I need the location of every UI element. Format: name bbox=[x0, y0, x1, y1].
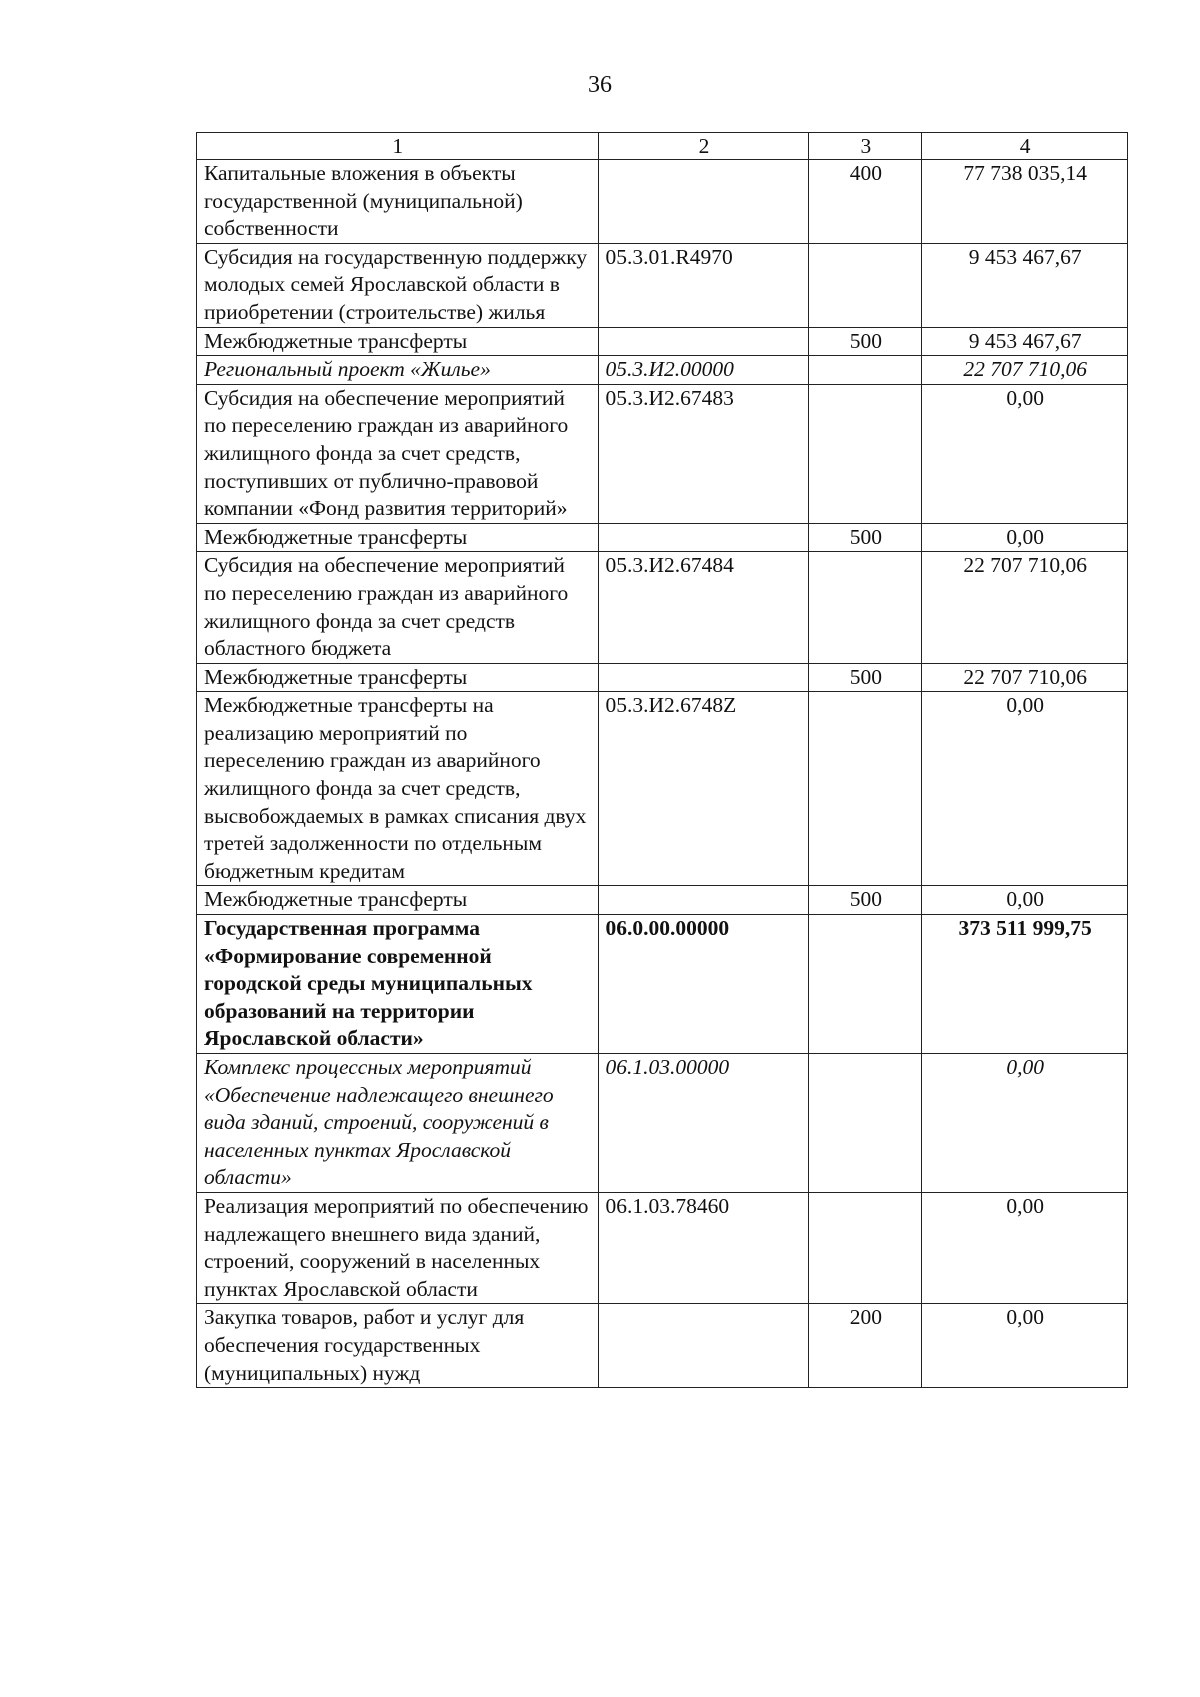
row-code-cell: 06.1.03.78460 bbox=[598, 1192, 809, 1303]
row-kvr-cell: 400 bbox=[809, 160, 922, 244]
table-row bbox=[197, 915, 1128, 1054]
row-name-cell: Государственная программа «Формирование современной городской среды муниципальных образований на территории Ярославской области» bbox=[197, 915, 599, 1054]
row-kvr-cell: 500 bbox=[809, 663, 922, 692]
row-amount-cell: 77 738 035,14 bbox=[922, 160, 1128, 244]
row-name-cell: Субсидия на обеспечение мероприятий по переселению граждан из аварийного жилищного фонда за счет средств, поступивших от публично-правовой компании «Фонд развития территорий» bbox=[197, 384, 599, 523]
row-kvr-cell bbox=[809, 384, 922, 523]
column-header: 4 bbox=[922, 133, 1128, 160]
row-amount-cell: 0,00 bbox=[922, 384, 1128, 523]
row-name-cell: Региональный проект «Жилье» bbox=[197, 356, 599, 385]
row-code-cell: 06.0.00.00000 bbox=[598, 915, 809, 1054]
row-code-cell bbox=[598, 1304, 809, 1388]
table-row bbox=[197, 1304, 1128, 1388]
row-kvr-cell: 500 bbox=[809, 886, 922, 915]
table-row bbox=[197, 663, 1128, 692]
row-name-cell: Реализация мероприятий по обеспечению надлежащего внешнего вида зданий, строений, сооружений в населенных пунктах Ярославской области bbox=[197, 1192, 599, 1303]
row-amount-cell: 0,00 bbox=[922, 523, 1128, 552]
row-amount-cell: 0,00 bbox=[922, 692, 1128, 886]
table-row bbox=[197, 552, 1128, 663]
table-row bbox=[197, 886, 1128, 915]
table-row bbox=[197, 327, 1128, 356]
row-kvr-cell: 500 bbox=[809, 523, 922, 552]
row-kvr-cell: 200 bbox=[809, 1304, 922, 1388]
row-code-cell: 05.3.И2.00000 bbox=[598, 356, 809, 385]
row-kvr-cell bbox=[809, 692, 922, 886]
table-row bbox=[197, 1192, 1128, 1303]
row-amount-cell: 373 511 999,75 bbox=[922, 915, 1128, 1054]
row-code-cell: 05.3.И2.6748Z bbox=[598, 692, 809, 886]
row-amount-cell: 9 453 467,67 bbox=[922, 243, 1128, 327]
row-code-cell: 05.3.01.R4970 bbox=[598, 243, 809, 327]
row-amount-cell: 9 453 467,67 bbox=[922, 327, 1128, 356]
row-kvr-cell bbox=[809, 356, 922, 385]
row-code-cell: 05.3.И2.67483 bbox=[598, 384, 809, 523]
row-amount-cell: 22 707 710,06 bbox=[922, 356, 1128, 385]
table-row bbox=[197, 160, 1128, 244]
table-row bbox=[197, 356, 1128, 385]
row-name-cell: Межбюджетные трансферты bbox=[197, 886, 599, 915]
row-name-cell: Комплекс процессных мероприятий «Обеспечение надлежащего внешнего вида зданий, строений, сооружений в населенных пунктах Ярославской области» bbox=[197, 1054, 599, 1193]
row-kvr-cell: 500 bbox=[809, 327, 922, 356]
column-header: 3 bbox=[809, 133, 922, 160]
row-kvr-cell bbox=[809, 552, 922, 663]
row-amount-cell: 22 707 710,06 bbox=[922, 552, 1128, 663]
table-header-row bbox=[197, 133, 1128, 160]
table-row bbox=[197, 243, 1128, 327]
row-kvr-cell bbox=[809, 243, 922, 327]
row-kvr-cell bbox=[809, 1192, 922, 1303]
row-name-cell: Закупка товаров, работ и услуг для обеспечения государственных (муниципальных) нужд bbox=[197, 1304, 599, 1388]
table-row bbox=[197, 1054, 1128, 1193]
row-code-cell bbox=[598, 160, 809, 244]
table-row bbox=[197, 692, 1128, 886]
row-name-cell: Межбюджетные трансферты bbox=[197, 663, 599, 692]
row-amount-cell: 22 707 710,06 bbox=[922, 663, 1128, 692]
row-name-cell: Субсидия на обеспечение мероприятий по переселению граждан из аварийного жилищного фонда за счет средств областного бюджета bbox=[197, 552, 599, 663]
column-header: 1 bbox=[197, 133, 599, 160]
row-name-cell: Субсидия на государственную поддержку молодых семей Ярославской области в приобретении (строительстве) жилья bbox=[197, 243, 599, 327]
row-amount-cell: 0,00 bbox=[922, 1304, 1128, 1388]
row-code-cell: 05.3.И2.67484 bbox=[598, 552, 809, 663]
row-code-cell: 06.1.03.00000 bbox=[598, 1054, 809, 1193]
row-kvr-cell bbox=[809, 1054, 922, 1193]
row-name-cell: Межбюджетные трансферты bbox=[197, 523, 599, 552]
row-amount-cell: 0,00 bbox=[922, 886, 1128, 915]
row-code-cell bbox=[598, 327, 809, 356]
row-kvr-cell bbox=[809, 915, 922, 1054]
row-name-cell: Межбюджетные трансферты на реализацию мероприятий по переселению граждан из аварийного жилищного фонда за счет средств, высвобождаемых в рамках списания двух третей задолженности по отдельным бюджетным кредитам bbox=[197, 692, 599, 886]
row-code-cell bbox=[598, 886, 809, 915]
row-amount-cell: 0,00 bbox=[922, 1192, 1128, 1303]
row-amount-cell: 0,00 bbox=[922, 1054, 1128, 1193]
table-row bbox=[197, 384, 1128, 523]
table-row bbox=[197, 523, 1128, 552]
budget-table bbox=[196, 132, 1128, 1388]
column-header: 2 bbox=[598, 133, 809, 160]
row-code-cell bbox=[598, 663, 809, 692]
row-name-cell: Капитальные вложения в объекты государственной (муниципальной) собственности bbox=[197, 160, 599, 244]
page-number: 36 bbox=[588, 72, 612, 98]
row-code-cell bbox=[598, 523, 809, 552]
row-name-cell: Межбюджетные трансферты bbox=[197, 327, 599, 356]
